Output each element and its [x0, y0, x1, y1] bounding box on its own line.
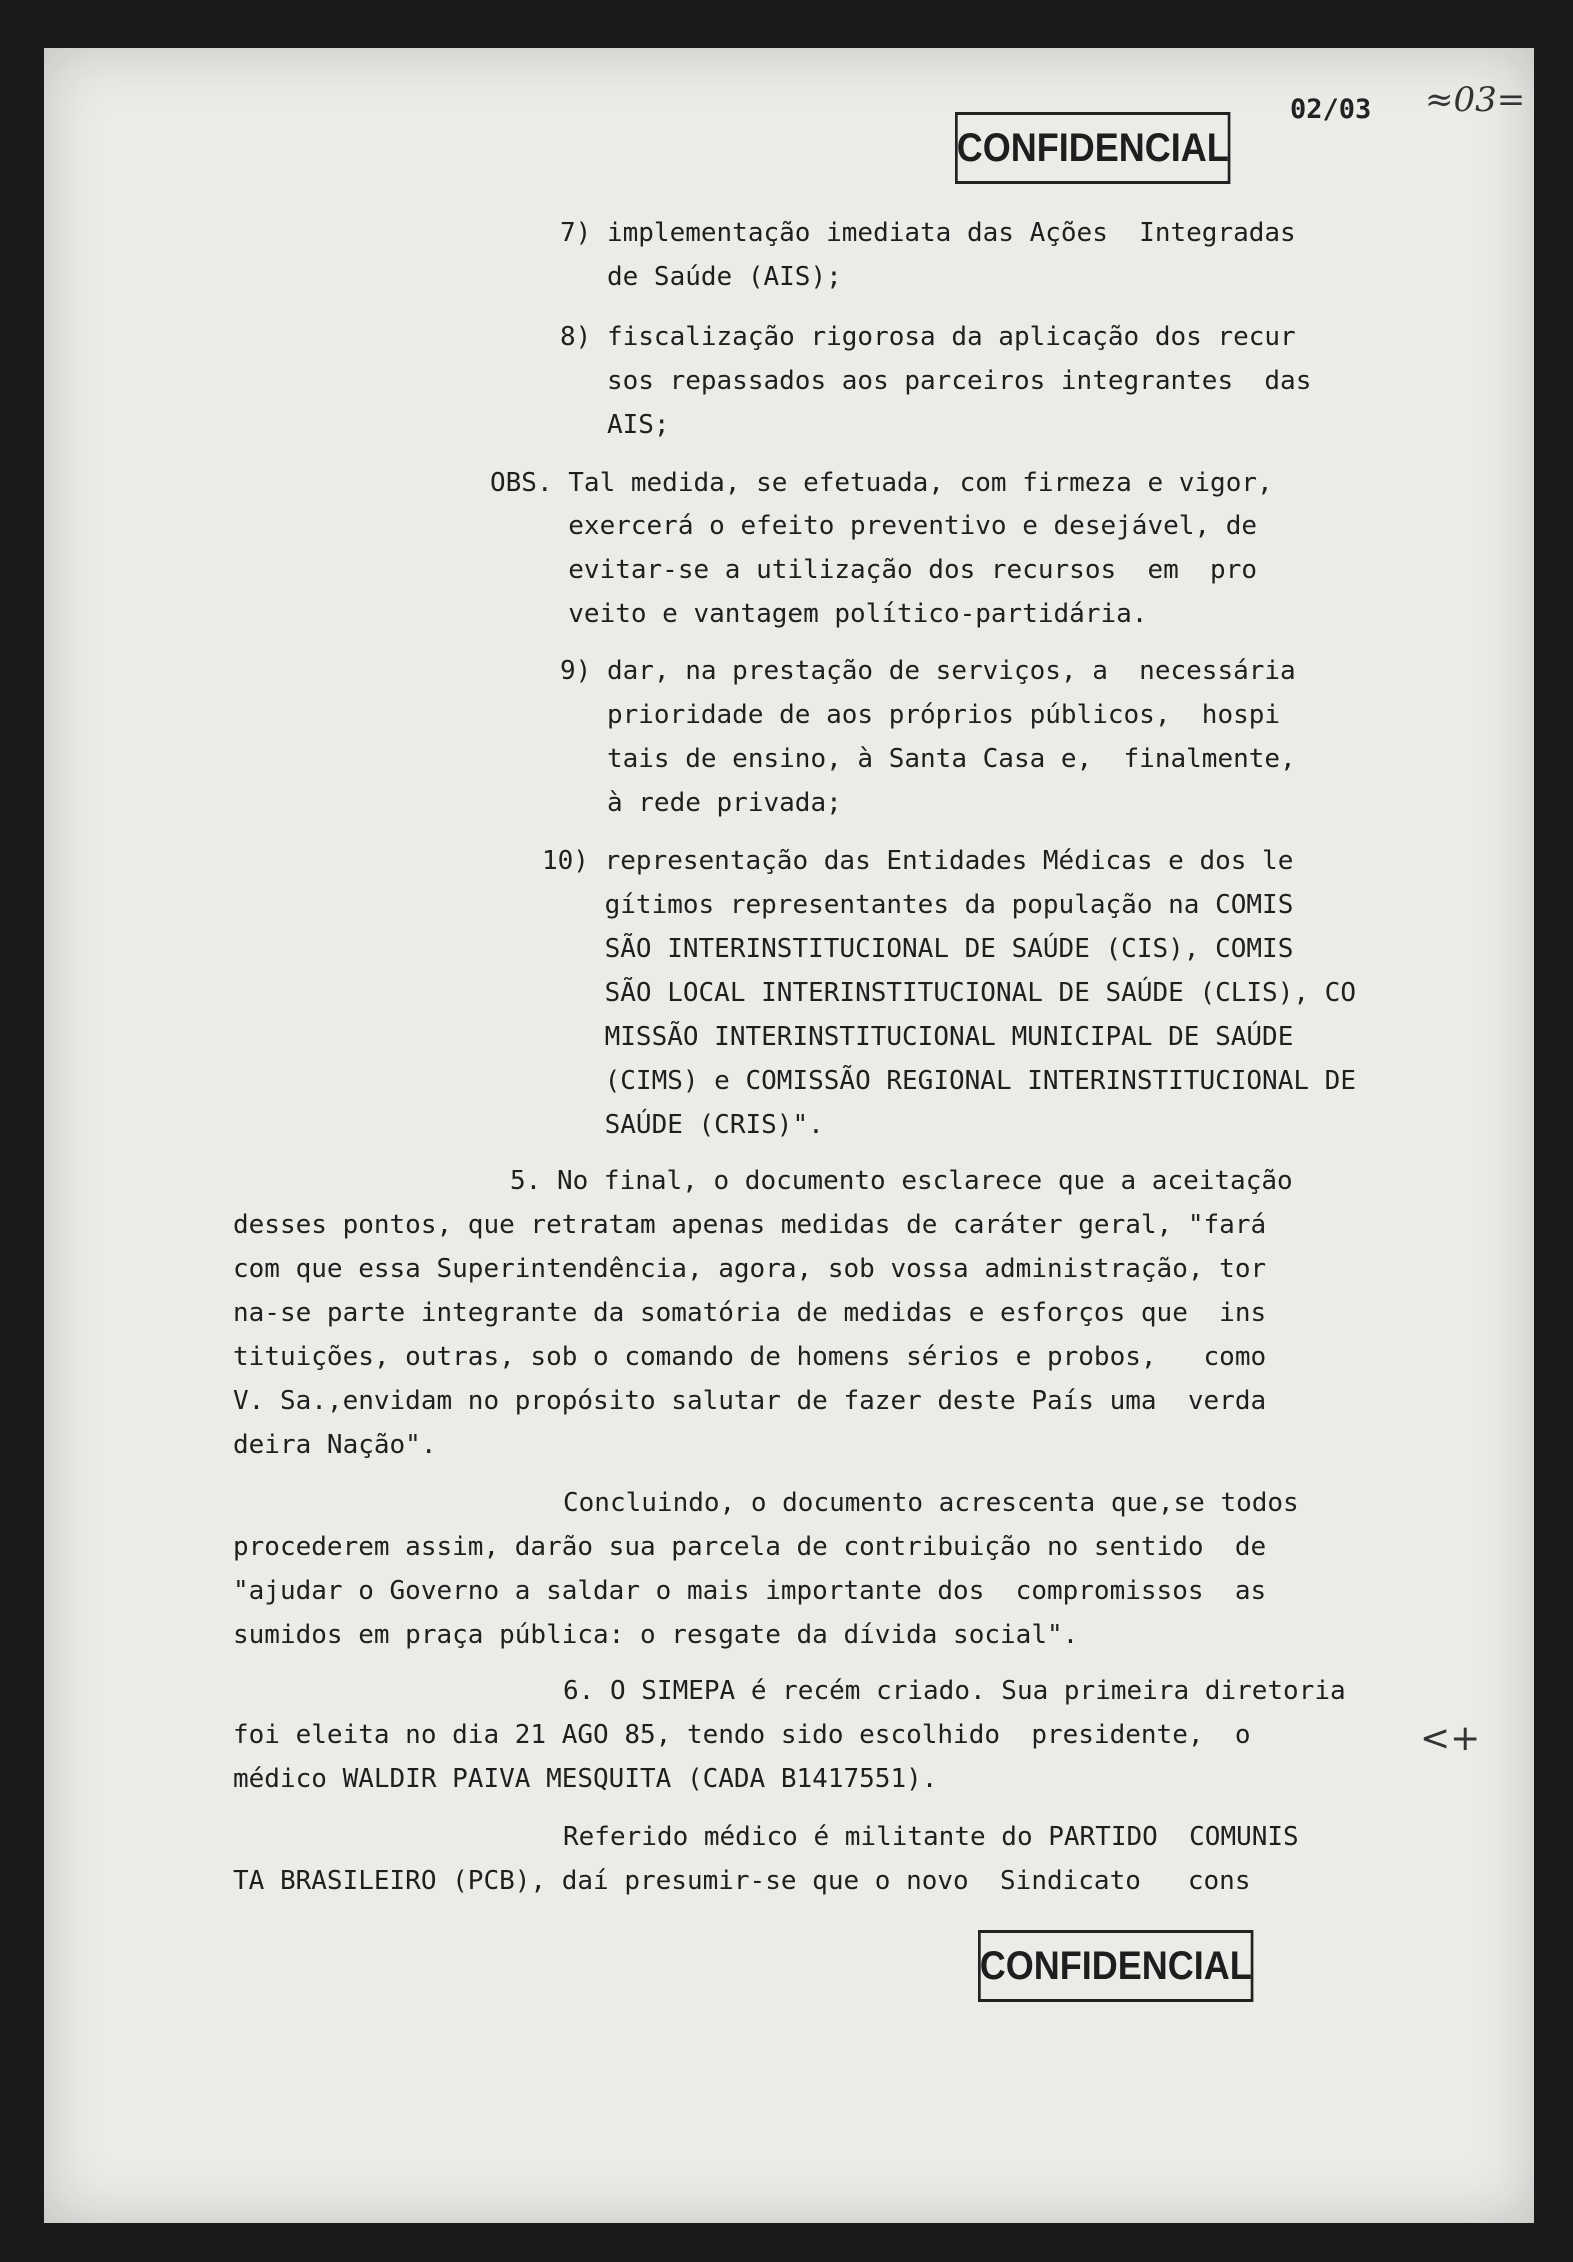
text-line: na-se parte integrante da somatória de medidas e esforços que ins: [233, 1298, 1267, 1328]
text-line: com que essa Superintendência, agora, sob vossa administração, tor: [233, 1254, 1267, 1284]
text-line: TA BRASILEIRO (PCB), daí presumir-se que o novo Sindicato cons: [233, 1866, 1251, 1896]
text-line: SÃO INTERINSTITUCIONAL DE SAÚDE (CIS), COMIS: [542, 934, 1294, 964]
confidential-stamp-top: CONFIDENCIAL: [955, 112, 1230, 184]
text-line: OBS. Tal medida, se efetuada, com firmeza e vigor,: [490, 468, 1273, 498]
text-line: evitar-se a utilização dos recursos em pro: [490, 555, 1258, 585]
text-line: 5. No final, o documento esclarece que a aceitação: [510, 1166, 1293, 1196]
text-line: prioridade de aos próprios públicos, hospi: [560, 700, 1281, 730]
text-line: 10) representação das Entidades Médicas e dos le: [542, 846, 1294, 876]
confidential-stamp-bottom: CONFIDENCIAL: [978, 1930, 1253, 2002]
text-line: SAÚDE (CRIS)".: [542, 1110, 824, 1140]
text-line: V. Sa.,envidam no propósito salutar de fazer deste País uma verda: [233, 1386, 1267, 1416]
text-line: Referido médico é militante do PARTIDO COMUNIS: [563, 1822, 1299, 1852]
text-line: à rede privada;: [560, 788, 842, 818]
text-line: Concluindo, o documento acrescenta que,se todos: [563, 1488, 1299, 1518]
text-line: desses pontos, que retratam apenas medidas de caráter geral, "fará: [233, 1210, 1267, 1240]
text-line: 6. O SIMEPA é recém criado. Sua primeira diretoria: [563, 1676, 1346, 1706]
text-line: procederem assim, darão sua parcela de contribuição no sentido de: [233, 1532, 1267, 1562]
text-line: 9) dar, na prestação de serviços, a necessária: [560, 656, 1296, 686]
text-line: AIS;: [560, 410, 670, 440]
text-line: médico WALDIR PAIVA MESQUITA (CADA B1417551).: [233, 1764, 938, 1794]
text-line: 8) fiscalização rigorosa da aplicação dos recur: [560, 322, 1296, 352]
margin-arrow-mark: <+: [1420, 1718, 1481, 1759]
text-line: 7) implementação imediata das Ações Integradas: [560, 218, 1296, 248]
text-line: (CIMS) e COMISSÃO REGIONAL INTERINSTITUCIONAL DE: [542, 1066, 1356, 1096]
text-line: tituições, outras, sob o comando de homens sérios e probos, como: [233, 1342, 1267, 1372]
text-line: sumidos em praça pública: o resgate da dívida social".: [233, 1620, 1079, 1650]
text-line: exercerá o efeito preventivo e desejável, de: [490, 511, 1258, 541]
text-line: sos repassados aos parceiros integrantes das: [560, 366, 1312, 396]
text-line: veito e vantagem político-partidária.: [490, 599, 1148, 629]
text-line: "ajudar o Governo a saldar o mais importante dos compromissos as: [233, 1576, 1267, 1606]
text-line: foi eleita no dia 21 AGO 85, tendo sido escolhido presidente, o: [233, 1720, 1251, 1750]
text-line: de Saúde (AIS);: [560, 262, 842, 292]
handwritten-page-mark: ≈03=: [1425, 80, 1526, 120]
text-line: SÃO LOCAL INTERINSTITUCIONAL DE SAÚDE (CLIS), CO: [542, 978, 1356, 1008]
text-line: MISSÃO INTERINSTITUCIONAL MUNICIPAL DE SAÚDE: [542, 1022, 1294, 1052]
text-line: deira Nação".: [233, 1430, 437, 1460]
page-number: 02/03: [1290, 94, 1372, 125]
text-line: gítimos representantes da população na COMIS: [542, 890, 1294, 920]
text-line: tais de ensino, à Santa Casa e, finalmente,: [560, 744, 1296, 774]
